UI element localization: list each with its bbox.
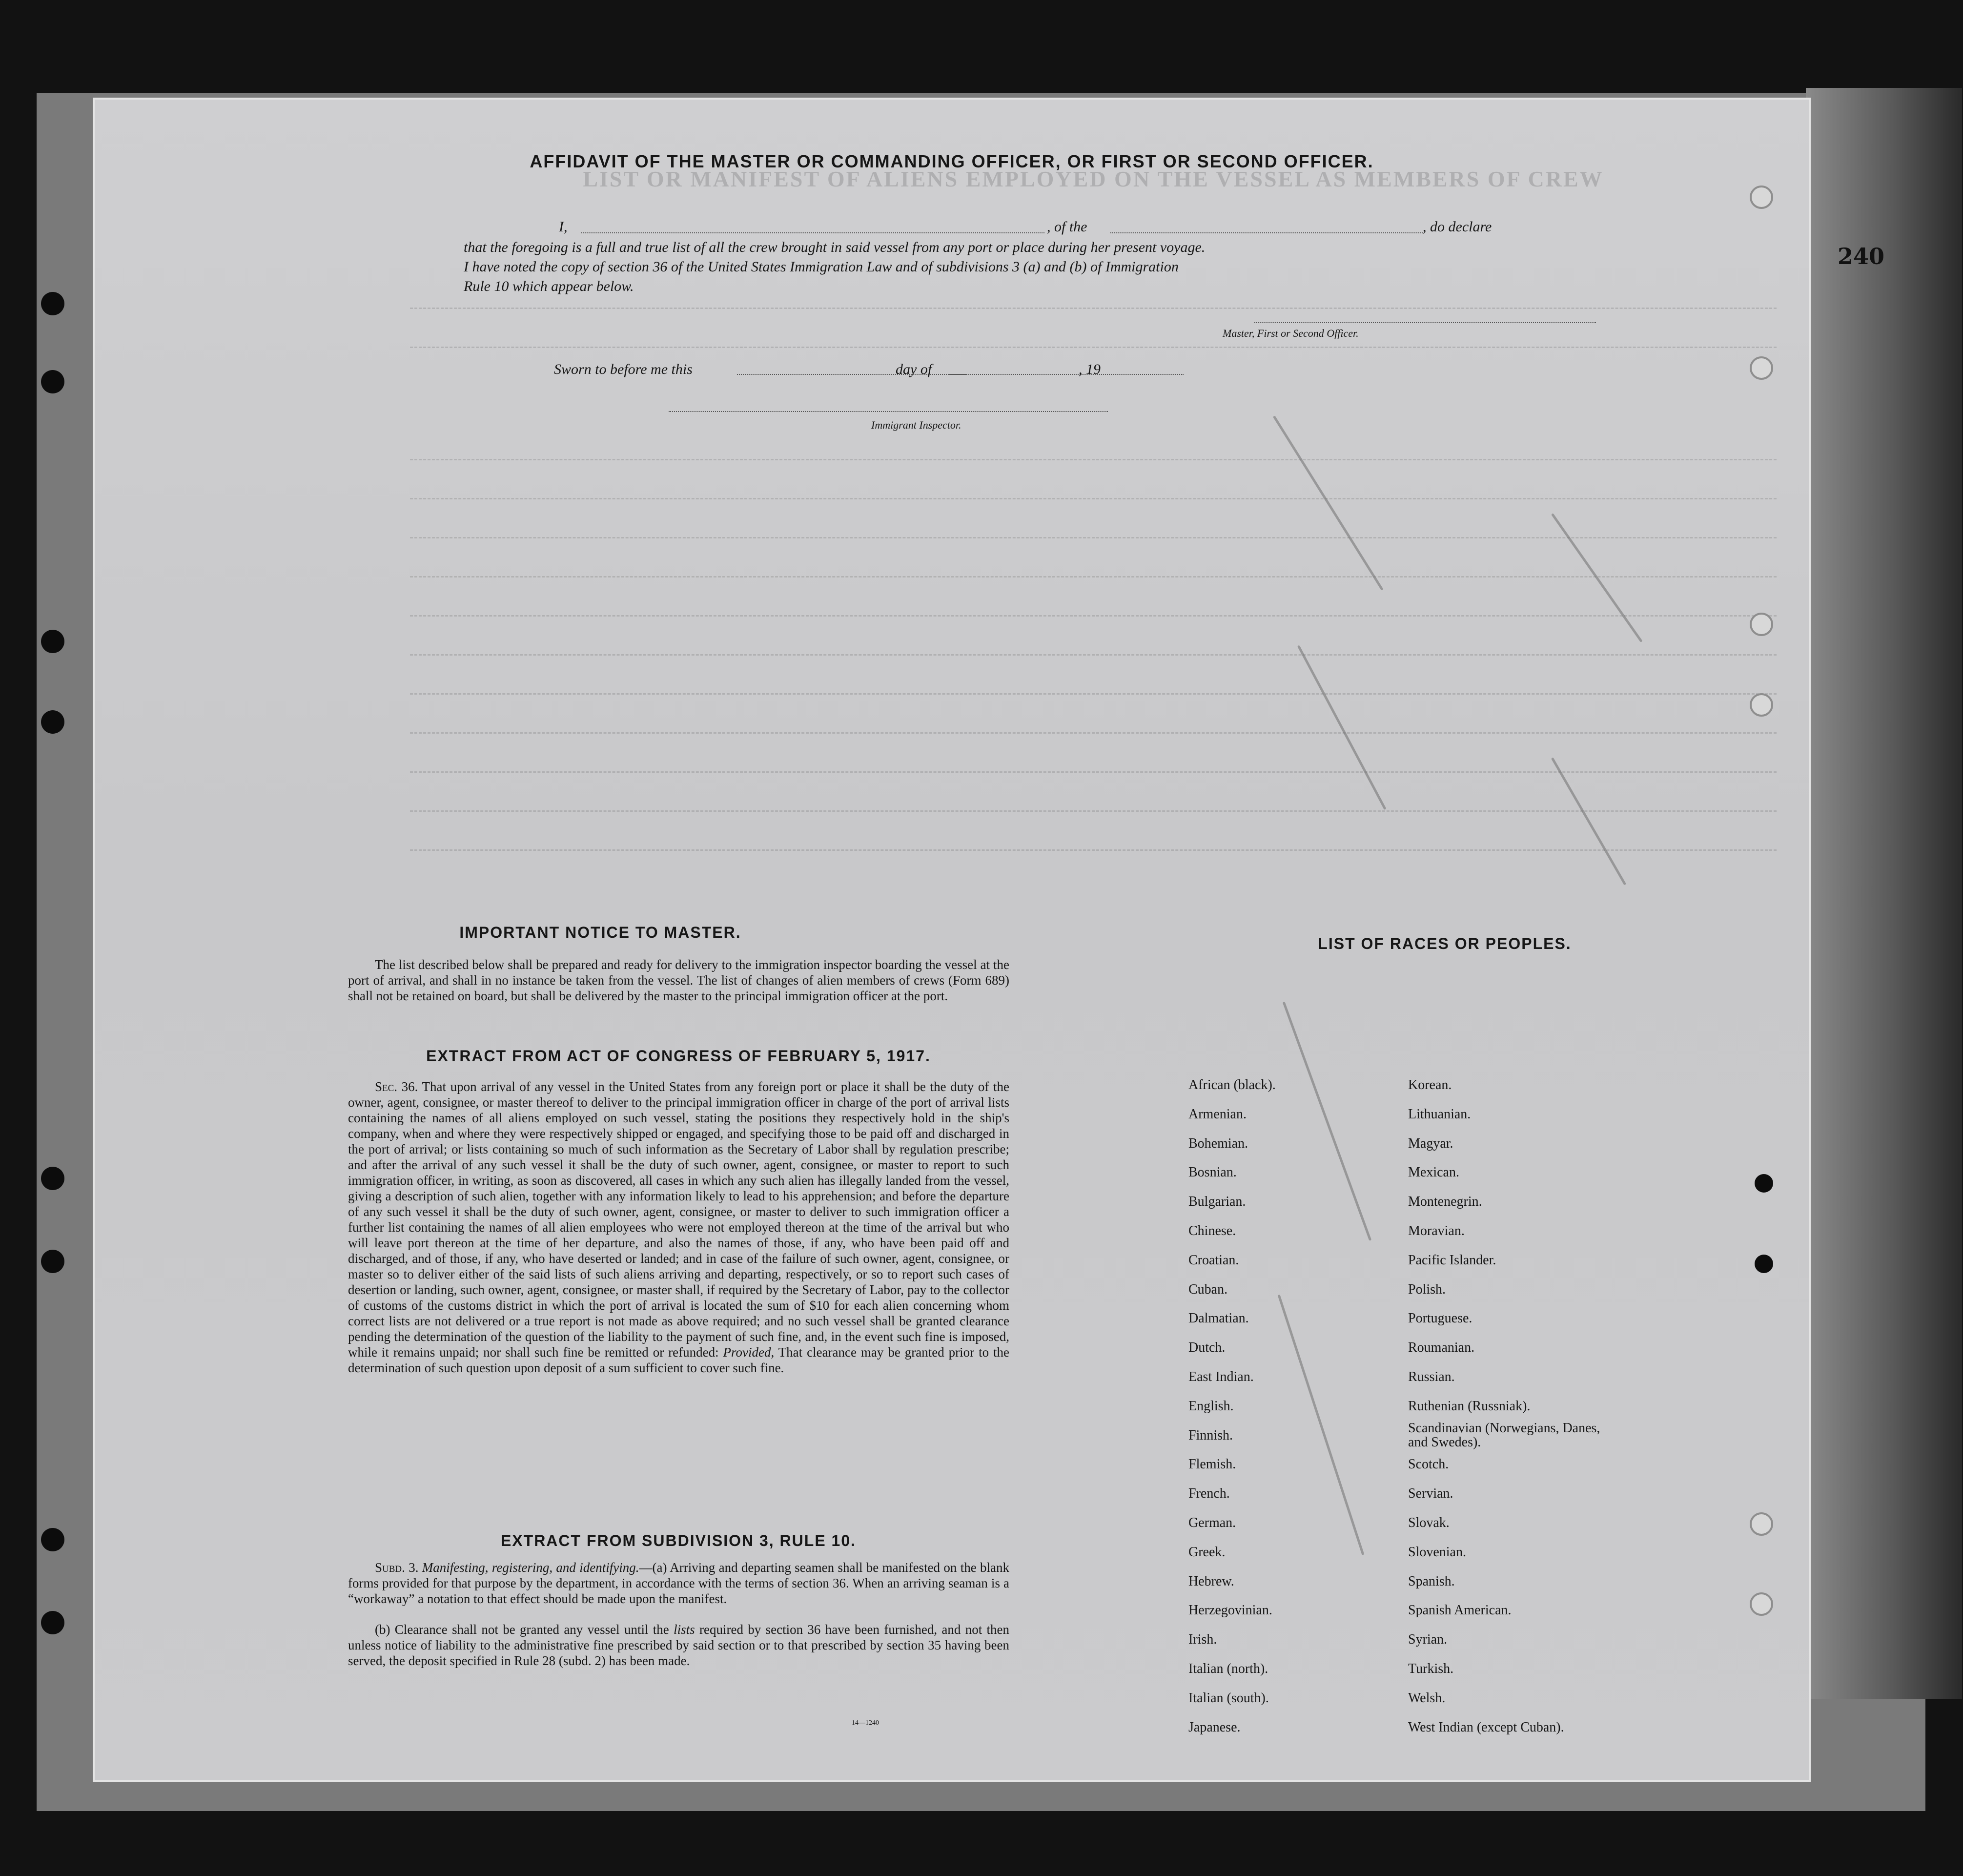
- race-item: West Indian (except Cuban).: [1408, 1719, 1564, 1735]
- race-item: Scotch.: [1408, 1457, 1449, 1472]
- binder-hole: [41, 1250, 64, 1273]
- rule-para-b-start: (b) Clearance shall not be granted any vessel until the: [375, 1622, 669, 1637]
- binder-ring: [1750, 1512, 1773, 1536]
- race-item: Greek.: [1188, 1544, 1226, 1560]
- ghost-row: [410, 347, 1777, 348]
- race-item: Spanish American.: [1408, 1603, 1512, 1618]
- races-right-column: [1408, 1071, 1603, 1742]
- race-item: Welsh.: [1408, 1690, 1446, 1706]
- binder-hole: [41, 630, 64, 653]
- pencil-mark: [1278, 1295, 1365, 1555]
- binder-hole: [41, 710, 64, 734]
- race-item: Italian (south).: [1188, 1690, 1269, 1706]
- race-item: Cuban.: [1188, 1281, 1228, 1297]
- race-item: Dutch.: [1188, 1340, 1226, 1356]
- year-label: , 19: [1079, 361, 1101, 377]
- race-item: Armenian.: [1188, 1106, 1247, 1122]
- binder-hole: [1755, 1255, 1773, 1273]
- race-item: African (black).: [1188, 1077, 1276, 1093]
- rule-para-a: [348, 1560, 1009, 1607]
- race-item: Mexican.: [1408, 1165, 1459, 1180]
- race-item: Croatian.: [1188, 1252, 1239, 1268]
- inspector-signature-field[interactable]: [669, 411, 1108, 412]
- binder-hole: [41, 1167, 64, 1190]
- ghost-row: [410, 498, 1777, 499]
- binder-ring: [1750, 613, 1773, 636]
- page-number: 240: [1838, 243, 1885, 269]
- race-item: Polish.: [1408, 1281, 1446, 1297]
- race-item: Slovak.: [1408, 1515, 1450, 1530]
- manifest-page: [93, 98, 1811, 1782]
- rule-para-b-lists: lists: [674, 1622, 695, 1637]
- ghost-row: [410, 771, 1777, 773]
- sworn-day-field[interactable]: [737, 374, 966, 375]
- race-item: East Indian.: [1188, 1369, 1254, 1384]
- declarant-name-field[interactable]: [581, 232, 1044, 233]
- race-item: Turkish.: [1408, 1661, 1454, 1676]
- race-item: Hebrew.: [1188, 1573, 1234, 1589]
- ghost-row: [410, 576, 1777, 577]
- binder-ring: [1750, 693, 1773, 717]
- rule-para-a-text: —(a) Arriving and departing seamen shall be manifested on the blank forms provided for that purpose by the department, in accordance with the terms of section 36. When an arriving seaman is a “workaway” a notation to that effect should be made upon the manifest.: [348, 1560, 1009, 1606]
- affidavit-title: AFFIDAVIT OF THE MASTER OR COMMANDING OFFICER, OR FIRST OR SECOND OFFICER.: [530, 151, 1374, 171]
- binder-hole: [1755, 1174, 1773, 1193]
- races-left-column: [1188, 1071, 1276, 1742]
- ghost-row: [410, 615, 1777, 617]
- ghost-row: [410, 732, 1777, 734]
- race-item: English.: [1188, 1398, 1234, 1414]
- sworn-label: Sworn to before me this: [554, 361, 693, 377]
- binder-hole: [41, 1528, 64, 1551]
- notice-text: The list described below shall be prepared and ready for delivery to the immigration inspector boarding the vessel at the port of arrival, and shall in no instance be taken from the vessel. The list of changes of alien members of crews (Form 689) shall not be retained on board, but shall be delivered by the master to the principal immigration officer at the port.: [348, 957, 1009, 1003]
- affidavit-statement-2: I have noted the copy of section 36 of the United States Immigration Law and of subdivisions 3 (a) and (b) of Immigration: [464, 259, 1179, 275]
- binder-hole: [41, 292, 64, 315]
- section-36-text: That upon arrival of any vessel in the United States from any foreign port or place it shall be the duty of the owner, agent, consignee, or master thereof to deliver to the principal immigration officer in charge of the port of arrival lists containing the names of all aliens employed on such vessel, stating the positions they respectively hold in the ship's company, when and where they were respectively shipped or engaged, and specifying those to be paid off and discharged in the port of arrival; or lists containing so much of such information as the Secretary of Labor shall by regulation prescribe; and after the arrival of any such vessel it shall be the duty of such owner, agent, consignee, or master to report to such immigration officer, in writing, as soon as discovered, all cases in which any such alien has illegally landed from the vessel, giving a description of such alien, together with any information likely to lead to his apprehension; and before the departure of any such vessel it shall be the duty of such owner, agent, consignee, or master to deliver to such immigration officer a further list containing the names of all alien employees who were not employed thereon at the time of the arrival but who will leave port thereon at the time of her departure, and also the names of those, if any, who have been paid off and discharged, and of those, if any, who have deserted or landed; and in case of the failure of such owner, agent, consignee, or master so to deliver either of the said lists of such aliens arriving and departing, respectively, or so to report such cases of desertion or landing, such owner, agent, consignee, or master shall, if required by the Secretary of Labor, pay to the collector of customs of the customs district in which the port of arrival is located the sum of $10 for each alien concerning whom correct lists are not delivered or a true report is not made as above required; and no such vessel shall be granted clearance pending the determination of the question of the liability to the payment of such fine, and, in the event such fine is imposed, while it remains unpaid; nor shall such fine be remitted or refunded:: [348, 1079, 1009, 1360]
- race-item: Spanish.: [1408, 1573, 1455, 1589]
- race-item: Syrian.: [1408, 1632, 1448, 1648]
- act-extract-title: EXTRACT FROM ACT OF CONGRESS OF FEBRUARY 5, 1917.: [426, 1047, 931, 1065]
- race-item: Flemish.: [1188, 1457, 1236, 1472]
- ghost-row: [410, 849, 1777, 851]
- vessel-name-field[interactable]: [1110, 232, 1423, 233]
- race-item: French.: [1188, 1486, 1230, 1502]
- master-caption: Master, First or Second Officer.: [1223, 327, 1359, 339]
- race-item: Servian.: [1408, 1486, 1453, 1502]
- notice-title: IMPORTANT NOTICE TO MASTER.: [459, 924, 741, 941]
- race-item: Bosnian.: [1188, 1165, 1237, 1180]
- race-item: Dalmatian.: [1188, 1311, 1249, 1326]
- form-code: 14—1240: [852, 1719, 879, 1727]
- race-item: German.: [1188, 1515, 1236, 1530]
- proviso-text: That clearance may be granted prior to the determination of such question upon deposit of a sum sufficient to cover such fine.: [348, 1345, 1010, 1375]
- rule-extract-title: EXTRACT FROM SUBDIVISION 3, RULE 10.: [500, 1532, 857, 1549]
- subdivision-label: Subd. 3.: [375, 1560, 419, 1575]
- binder-edge: [1806, 88, 1962, 1699]
- declarant-label: I,: [559, 219, 568, 235]
- pencil-mark: [1283, 1002, 1372, 1241]
- race-item: Korean.: [1408, 1077, 1452, 1093]
- race-item: Ruthenian (Russniak).: [1408, 1398, 1531, 1414]
- rule-para-b: [348, 1622, 1009, 1669]
- race-item: Montenegrin.: [1408, 1194, 1482, 1210]
- race-item: Italian (north).: [1188, 1661, 1268, 1676]
- binder-ring: [1750, 186, 1773, 209]
- races-title: LIST OF RACES OR PEOPLES.: [1318, 935, 1572, 952]
- ghost-row: [410, 693, 1777, 695]
- proviso-word: Provided,: [723, 1345, 775, 1360]
- section-label: Sec. 36.: [375, 1079, 418, 1094]
- race-item: Bulgarian.: [1188, 1194, 1246, 1210]
- race-item: Herzegovinian.: [1188, 1603, 1272, 1618]
- of-the-label: , of the: [1047, 219, 1087, 235]
- race-item: Bohemian.: [1188, 1135, 1248, 1151]
- do-declare-label: , do declare: [1423, 219, 1492, 235]
- affidavit-statement-3: Rule 10 which appear below.: [464, 278, 634, 294]
- rule-para-b-end: required by section 36 have been furnished, and not then unless notice of liability to the administrative fine prescribed by said section or to that prescribed by section 35 having been served, the deposit specified in Rule 28 (subd. 2) has been made.: [348, 1622, 1010, 1668]
- master-signature-field[interactable]: [1254, 322, 1596, 323]
- race-item: Magyar.: [1408, 1135, 1453, 1151]
- ghost-row: [410, 810, 1777, 812]
- binder-ring: [1750, 356, 1773, 380]
- race-item: Scandinavian (Norwegians, Danes, and Swedes).: [1408, 1420, 1600, 1450]
- race-item: Slovenian.: [1408, 1544, 1466, 1560]
- affidavit-statement-1: that the foregoing is a full and true list of all the crew brought in said vessel from any port or place during her present voyage.: [464, 239, 1206, 255]
- binder-hole: [41, 370, 64, 393]
- ghost-row: [410, 308, 1777, 309]
- race-item: Roumanian.: [1408, 1340, 1475, 1356]
- race-item: Irish.: [1188, 1632, 1217, 1648]
- ghost-row: [410, 459, 1777, 460]
- subdivision-heading: Manifesting, registering, and identifying.: [422, 1560, 639, 1575]
- race-item: Japanese.: [1188, 1719, 1241, 1735]
- race-item: Portuguese.: [1408, 1311, 1472, 1326]
- race-item: Moravian.: [1408, 1223, 1465, 1238]
- race-item: Finnish.: [1188, 1427, 1233, 1443]
- race-item: Chinese.: [1188, 1223, 1236, 1238]
- binder-hole: [41, 1611, 64, 1634]
- act-extract-text: [348, 1079, 1009, 1376]
- bleed-through-heading: LIST OR MANIFEST OF ALIENS EMPLOYED ON THE VESSEL AS MEMBERS OF CREW: [583, 166, 1604, 191]
- sworn-month-field[interactable]: [949, 374, 1184, 375]
- ghost-row: [410, 654, 1777, 656]
- binder-ring: [1750, 1592, 1773, 1616]
- day-of-label: day of: [896, 361, 932, 377]
- race-item: Pacific Islander.: [1408, 1252, 1496, 1268]
- ghost-row: [410, 537, 1777, 538]
- race-item: Lithuanian.: [1408, 1106, 1471, 1122]
- race-item: Russian.: [1408, 1369, 1455, 1384]
- inspector-caption: Immigrant Inspector.: [871, 419, 961, 431]
